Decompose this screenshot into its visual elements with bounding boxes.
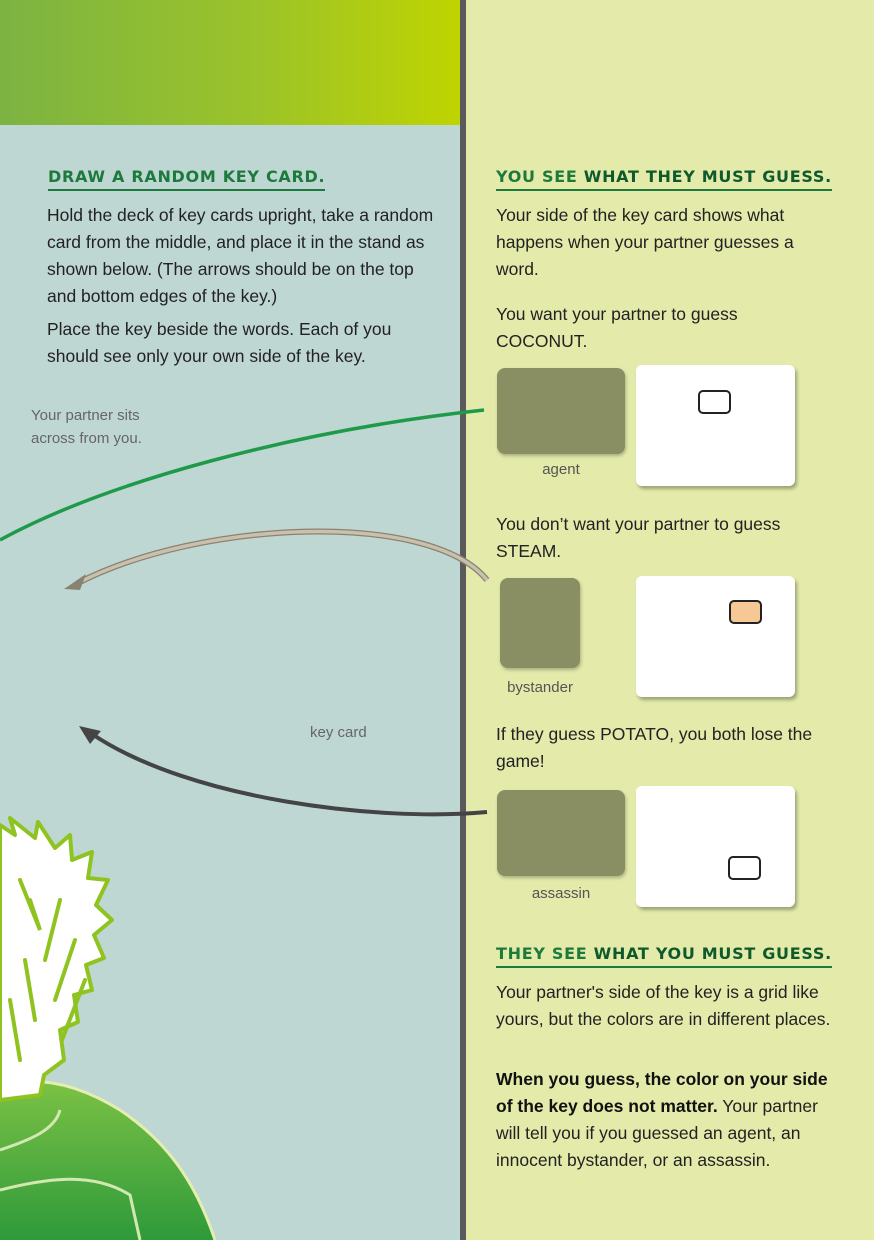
beige-curved-arrow	[64, 532, 487, 590]
right-heading-they-see	[496, 944, 832, 968]
bystander-key-card	[636, 576, 795, 697]
agent-key-cell	[698, 390, 731, 414]
partner-illustration	[0, 818, 215, 1240]
color-rule-bold: When you guess, the color on your side of the key does not matter.	[496, 1069, 828, 1116]
color-rule-rest: Your partner will tell you if you guessed an agent, an innocent bystander, or an assassin.	[496, 1096, 818, 1170]
heading-part-what-you-guess: WHAT YOU MUST GUESS.	[593, 944, 832, 963]
heading-part-you-see: YOU SEE	[496, 167, 584, 186]
agent-card-back	[497, 368, 625, 454]
partner-side-paragraph: Your partner's side of the key is a grid like yours, but the colors are in different places.	[496, 982, 831, 1029]
key-card-caption: key card	[310, 724, 367, 741]
steam-paragraph: You don’t want your partner to guess STEAM.	[496, 514, 781, 561]
coconut-paragraph: You want your partner to guess COCONUT.	[496, 304, 738, 351]
bystander-label: bystander	[507, 679, 573, 696]
left-instructions-paragraph: Hold the deck of key cards upright, take a random card from the middle, and place it in the stand as shown below. (The arrows should be on the top and bottom edges of the key.)	[47, 205, 434, 306]
assassin-key-card	[636, 786, 795, 907]
agent-key-card	[636, 365, 795, 486]
left-placement-paragraph: Place the key beside the words. Each of you should see only your own side of the key.	[47, 319, 392, 366]
color-rule-paragraph	[496, 1066, 836, 1174]
partner-caption: Your partner sits across from you.	[31, 407, 142, 447]
left-heading: DRAW A RANDOM KEY CARD.	[48, 167, 325, 191]
potato-paragraph: If they guess POTATO, you both lose the game!	[496, 724, 813, 771]
bystander-key-cell	[729, 600, 762, 624]
heading-part-what-they-guess: WHAT THEY MUST GUESS.	[583, 167, 832, 186]
agent-label: agent	[542, 461, 580, 478]
right-intro-paragraph: Your side of the key card shows what happens when your partner guesses a word.	[496, 205, 794, 279]
bystander-card-back	[500, 578, 580, 668]
gray-curved-arrow	[79, 726, 487, 814]
assassin-key-cell	[728, 856, 761, 880]
right-heading-you-see	[496, 167, 832, 191]
assassin-label: assassin	[531, 885, 591, 902]
assassin-card-back	[497, 790, 625, 876]
heading-part-they-see: THEY SEE	[496, 944, 594, 963]
